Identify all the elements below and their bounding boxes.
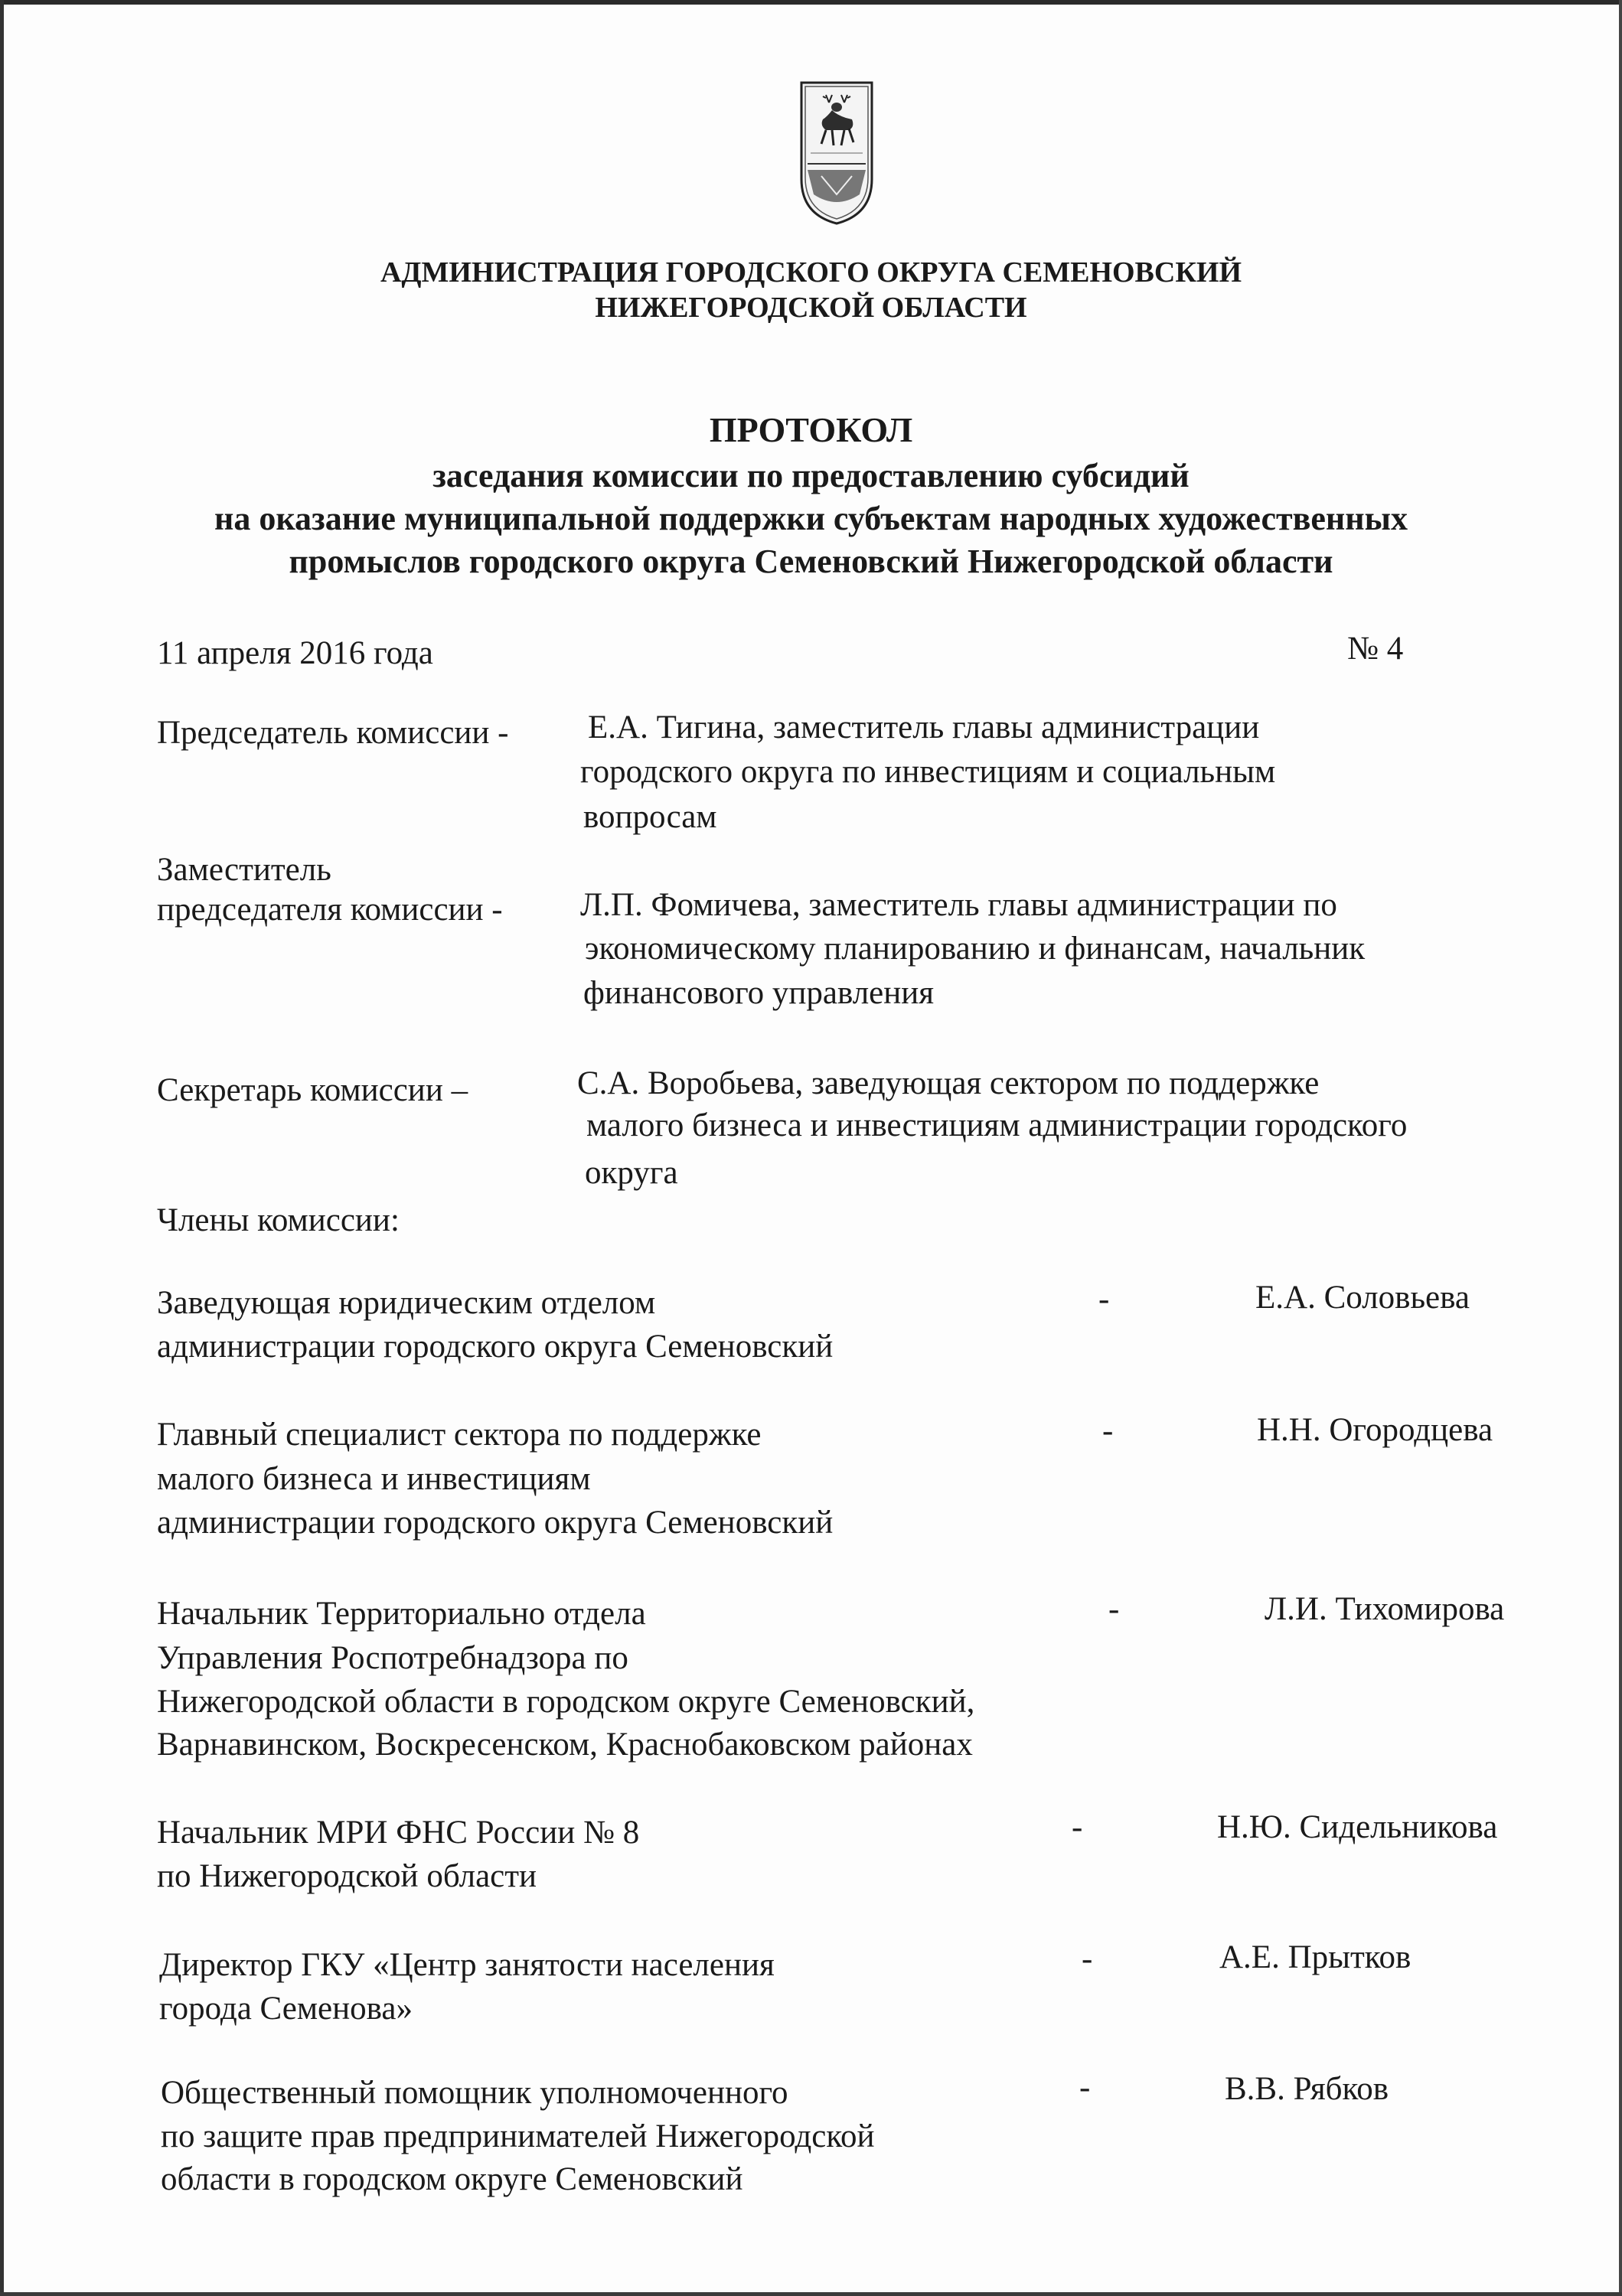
title-line-3: промыслов городского округа Семеновский Нижегородской области xyxy=(289,543,1333,580)
member-position-line: Управления Роспотребнадзора по xyxy=(157,1640,628,1676)
member-dash: - xyxy=(1102,1413,1114,1449)
member-dash: - xyxy=(1098,1281,1110,1317)
title-line-1: заседания комиссии по предоставлению субсидий xyxy=(432,457,1190,494)
member-dash: - xyxy=(1082,1941,1093,1977)
member-name: В.В. Рябков xyxy=(1225,2071,1389,2107)
member-position-line: администрации городского округа Семеновский xyxy=(157,1329,834,1365)
scan-edge-top xyxy=(0,0,1622,5)
secretary-line-2: малого бизнеса и инвестициям администрации городского xyxy=(586,1107,1408,1143)
chair-line-2: городского округа по инвестициям и социальным xyxy=(580,754,1276,790)
protocol-number: № 4 xyxy=(1347,631,1404,667)
scan-edge-right xyxy=(1619,0,1622,2296)
secretary-label: Секретарь комиссии – xyxy=(157,1072,468,1108)
chair-line-3: вопросам xyxy=(583,799,717,835)
member-name: Л.И. Тихомирова xyxy=(1265,1591,1505,1627)
member-name: Е.А. Соловьева xyxy=(1255,1280,1470,1316)
member-position-line: Главный специалист сектора по поддержке xyxy=(157,1417,762,1453)
secretary-line-3: округа xyxy=(585,1155,678,1191)
chair-line-1: Е.А. Тигина, заместитель главы администрации xyxy=(588,709,1260,745)
deputy-line-2: экономическому планированию и финансам, начальник xyxy=(585,931,1366,967)
member-position-line: Заведующая юридическим отделом xyxy=(157,1285,656,1321)
deputy-label-2: председателя комиссии - xyxy=(157,892,503,928)
member-position-line: Общественный помощник уполномоченного xyxy=(161,2075,788,2111)
member-position-line: Начальник МРИ ФНС России № 8 xyxy=(157,1815,640,1851)
member-position-line: Начальник Территориально отдела xyxy=(157,1596,646,1632)
member-position-line: Варнавинском, Воскресенском, Краснобаковском районах xyxy=(157,1727,973,1763)
admin-line-1: АДМИНИСТРАЦИЯ ГОРОДСКОГО ОКРУГА СЕМЕНОВСКИЙ xyxy=(380,256,1242,289)
title-line-2: на оказание муниципальной поддержки субъектам народных художественных xyxy=(214,500,1408,537)
member-dash: - xyxy=(1079,2069,1091,2105)
scan-edge-bottom xyxy=(0,2292,1622,2296)
member-position-line: Директор ГКУ «Центр занятости населения xyxy=(159,1947,775,1983)
chair-label: Председатель комиссии - xyxy=(157,715,509,751)
document-title: ПРОТОКОЛ xyxy=(709,410,913,449)
member-position-line: области в городском округе Семеновский xyxy=(161,2161,743,2197)
coat-of-arms-emblem xyxy=(798,80,875,227)
member-position-line: по защите прав предпринимателей Нижегородской xyxy=(161,2118,875,2154)
member-position-line: по Нижегородской области xyxy=(157,1858,537,1894)
member-name: Н.Ю. Сидельникова xyxy=(1217,1809,1498,1845)
member-dash: - xyxy=(1072,1809,1083,1845)
protocol-date: 11 апреля 2016 года xyxy=(157,635,433,671)
member-position-line: Нижегородской области в городском округе Семеновский, xyxy=(157,1684,975,1720)
admin-line-2: НИЖЕГОРОДСКОЙ ОБЛАСТИ xyxy=(595,292,1027,324)
member-name: Н.Н. Огородцева xyxy=(1257,1412,1493,1448)
deputy-line-1: Л.П. Фомичева, заместитель главы администрации по xyxy=(580,887,1337,923)
secretary-line-1: С.А. Воробьева, заведующая сектором по поддержке xyxy=(577,1065,1320,1101)
deputy-label-1: Заместитель xyxy=(157,852,331,888)
member-name: А.Е. Прытков xyxy=(1219,1939,1411,1975)
member-position-line: администрации городского округа Семеновский xyxy=(157,1505,834,1541)
member-position-line: города Семенова» xyxy=(159,1991,413,2027)
deputy-line-3: финансового управления xyxy=(583,975,935,1011)
members-label: Члены комиссии: xyxy=(157,1202,400,1238)
scan-edge-left xyxy=(0,0,4,2296)
member-dash: - xyxy=(1108,1591,1120,1627)
member-position-line: малого бизнеса и инвестициям xyxy=(157,1461,591,1497)
